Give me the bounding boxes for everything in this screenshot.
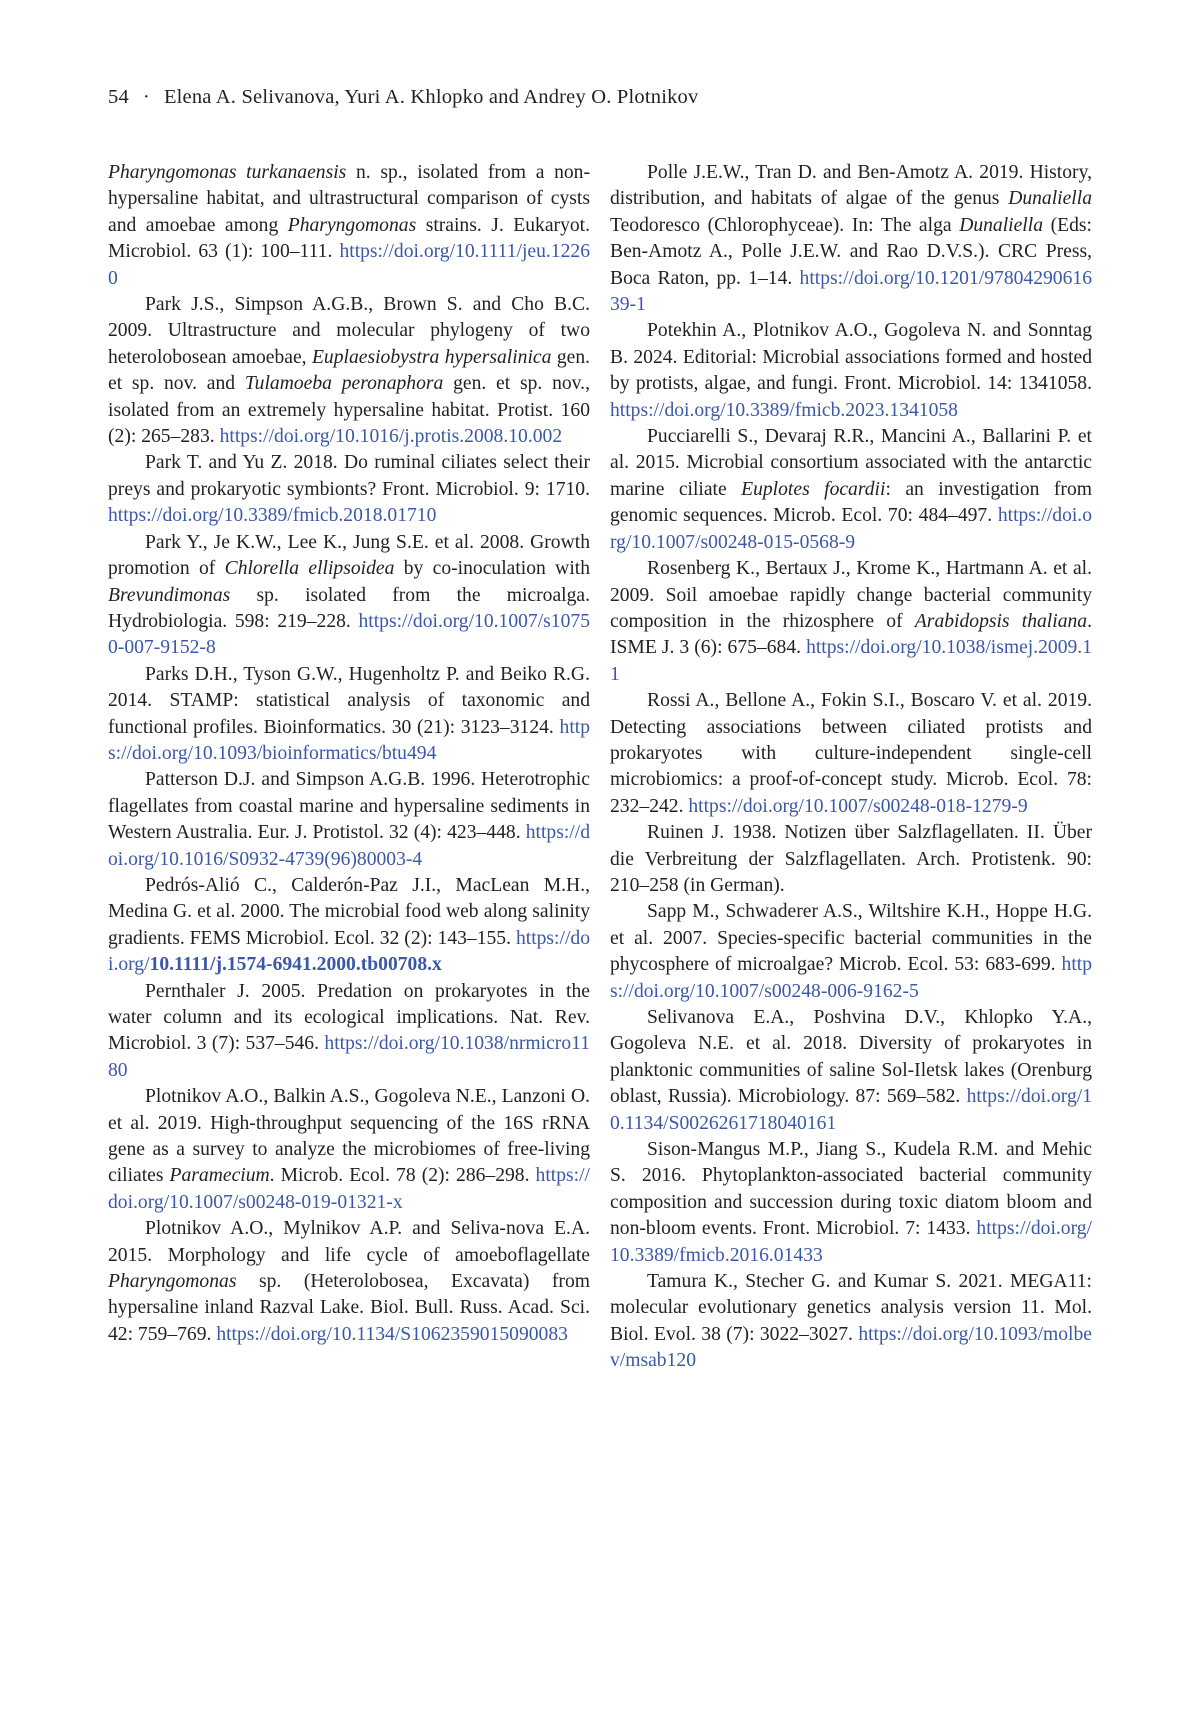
- reference-text: Potekhin A., Plotnikov A.O., Gogoleva N. and Sonntag B. 2024. Editorial: Microbial associations formed and hosted by protists, algae, and fungi. Front. Microbiol. 14: 1341058.: [610, 320, 1092, 394]
- doi-link[interactable]: https://doi.org/10.3389/fmicb.2023.1341058: [610, 400, 958, 421]
- header-authors: Elena A. Selivanova, Yuri A. Khlopko and Andrey O. Plotnikov: [164, 86, 699, 108]
- italic-taxon-name: Pharyngomonas: [108, 1271, 236, 1292]
- italic-taxon-name: Pharyngomonas: [288, 215, 416, 236]
- reference-text: sp. isolated from the microalga. Hydrobiologia. 598: 219–228.: [108, 585, 590, 632]
- reference-text: Tamura K., Stecher G. and Kumar S. 2021. MEGA11: molecular evolutionary genetics analysis version 11. Mol. Biol. Evol. 38 (7): 3022–3027.: [610, 1271, 1092, 1345]
- reference-text: Polle J.E.W., Tran D. and Ben-Amotz A. 2019. History, distribution, and habitats of algae of the genus: [610, 162, 1092, 209]
- reference-text: Rosenberg K., Bertaux J., Krome K., Hartmann A. et al. 2009. Soil amoebae rapidly change bacterial community composition in the rhizosphere of: [610, 558, 1092, 632]
- doi-link[interactable]: https://doi.org/10.1093/molbev/msab120: [610, 1324, 1092, 1371]
- reference-text: Plotnikov A.O., Balkin A.S., Gogoleva N.E., Lanzoni O. et al. 2019. High-throughput sequencing of the 16S rRNA gene as a survey to analyze the microbiomes of free-living ciliates: [108, 1086, 590, 1186]
- reference-text: Pernthaler J. 2005. Predation on prokaryotes in the water column and its ecological implications. Nat. Rev. Microbiol. 3 (7): 537–546.: [108, 981, 590, 1055]
- reference-text: sp. (Heterolobosea, Excavata) from hypersaline inland Razval Lake. Biol. Bull. Russ. Acad. Sci. 42: 759–769.: [108, 1271, 590, 1345]
- doi-link[interactable]: https://doi.org/: [108, 928, 590, 975]
- reference-entry: [108, 873, 590, 979]
- reference-text: Pedrós-Alió C., Calderón-Paz J.I., MacLean M.H., Medina G. et al. 2000. The microbial food web along salinity gradients. FEMS Microbiol. Ecol. 32 (2): 143–155.: [108, 875, 590, 949]
- header-separator: ·: [143, 86, 150, 108]
- doi-link[interactable]: https://doi.org/10.3389/fmicb.2016.01433: [610, 1218, 1092, 1265]
- doi-link[interactable]: https://doi.org/10.3389/fmicb.2018.01710: [108, 505, 436, 526]
- doi-link[interactable]: https://doi.org/10.1134/S1062359015090083: [216, 1324, 568, 1345]
- doi-link[interactable]: https://doi.org/10.1038/ismej.2009.11: [610, 637, 1092, 684]
- italic-taxon-name: Paramecium: [170, 1165, 270, 1186]
- reference-text: (Eds: Ben-Amotz A., Polle J.E.W. and Rao D.V.S.). CRC Press, Boca Raton, pp. 1–14.: [610, 215, 1092, 289]
- doi-link[interactable]: https://doi.org/10.1007/s00248-015-0568-9: [610, 505, 1092, 552]
- reference-entry: [610, 1269, 1092, 1375]
- reference-entry: [610, 1005, 1092, 1137]
- doi-link[interactable]: https://doi.org/10.1201/9780429061639-1: [610, 268, 1092, 315]
- reference-text: Patterson D.J. and Simpson A.G.B. 1996. Heterotrophic flagellates from coastal marine and hypersaline sediments in Western Australia. Eur. J. Protistol. 32 (4): 423–448.: [108, 769, 590, 843]
- reference-text: Selivanova E.A., Poshvina D.V., Khlopko Y.A., Gogoleva N.E. et al. 2018. Diversity of prokaryotes in planktonic communities of saline Sol-Iletsk lakes (Orenburg oblast, Russia). Microbiology. 87: 569–582.: [610, 1007, 1092, 1107]
- doi-link[interactable]: 10.1111/j.1574-6941.2000.tb00708.x: [150, 954, 442, 975]
- reference-entry: [108, 662, 590, 768]
- italic-taxon-name: Pharyngomonas turkanaensis: [108, 162, 346, 183]
- doi-link[interactable]: https://doi.org/10.1093/bioinformatics/btu494: [108, 717, 590, 764]
- references-left-column: [108, 160, 590, 1348]
- italic-taxon-name: Tulamoeba peronaphora: [245, 373, 443, 394]
- doi-link[interactable]: https://doi.org/10.1007/s10750-007-9152-8: [108, 611, 590, 658]
- reference-entry: [108, 292, 590, 450]
- reference-text: Plotnikov A.O., Mylnikov A.P. and Seliva-nova E.A. 2015. Morphology and life cycle of amoeboflagellate: [108, 1218, 590, 1265]
- doi-link[interactable]: https://doi.org/10.1016/j.protis.2008.10.002: [220, 426, 563, 447]
- doi-link[interactable]: https://doi.org/10.1134/S0026261718040161: [610, 1086, 1092, 1133]
- references-right-column: [610, 160, 1092, 1375]
- reference-text: Teodoresco (Chlorophyceae). In: The alga: [610, 215, 959, 236]
- reference-entry: [108, 530, 590, 662]
- page-number: 54: [108, 86, 129, 108]
- reference-entry: [108, 767, 590, 873]
- doi-link[interactable]: https://doi.org/10.1007/s00248-018-1279-9: [688, 796, 1027, 817]
- reference-text: n. sp., isolated from a non-hypersaline habitat, and ultrastructural comparison of cysts and amoebae among: [108, 162, 590, 236]
- italic-taxon-name: Euplaesiobystra hypersalinica: [312, 347, 551, 368]
- reference-text: Ruinen J. 1938. Notizen über Salzflagellaten. II. Über die Verbreitung der Salzflagellaten. Arch. Protistenk. 90: 210–258 (in German).: [610, 822, 1092, 896]
- reference-entry: [610, 1137, 1092, 1269]
- italic-taxon-name: Dunaliella: [959, 215, 1043, 236]
- reference-entry: [610, 688, 1092, 820]
- reference-entry: [610, 820, 1092, 899]
- reference-text: Park J.S., Simpson A.G.B., Brown S. and Cho B.C. 2009. Ultrastructure and molecular phylogeny of two heterolobosean amoebae,: [108, 294, 590, 368]
- reference-text: Parks D.H., Tyson G.W., Hugenholtz P. and Beiko R.G. 2014. STAMP: statistical analysis of taxonomic and functional profiles. Bioinformatics. 30 (21): 3123–3124.: [108, 664, 590, 738]
- italic-taxon-name: Dunaliella: [1008, 188, 1092, 209]
- running-header: [108, 86, 698, 109]
- reference-text: Rossi A., Bellone A., Fokin S.I., Boscaro V. et al. 2019. Detecting associations between ciliated protists and prokaryotes with culture-independent single-cell microbiomics: a proof-of-concept study. Microb. Ecol. 78: 232–242.: [610, 690, 1092, 817]
- doi-link[interactable]: https://doi.org/10.1016/S0932-4739(96)80003-4: [108, 822, 590, 869]
- reference-text: Sison-Mangus M.P., Jiang S., Kudela R.M. and Mehic S. 2016. Phytoplankton-associated bacterial community composition and succession during toxic diatom bloom and non-bloom events. Front. Microbiol. 7: 1433.: [610, 1139, 1092, 1239]
- page: [0, 0, 1200, 1710]
- reference-entry: [610, 160, 1092, 318]
- reference-text: : an investigation from genomic sequences. Microb. Ecol. 70: 484–497.: [610, 479, 1092, 526]
- reference-text: . ISME J. 3 (6): 675–684.: [610, 611, 1092, 658]
- doi-link[interactable]: https://doi.org/10.1007/s00248-006-9162-5: [610, 954, 1092, 1001]
- italic-taxon-name: Arabidopsis thaliana: [915, 611, 1087, 632]
- reference-entry: [108, 1216, 590, 1348]
- doi-link[interactable]: https://doi.org/10.1038/nrmicro1180: [108, 1033, 590, 1080]
- doi-link[interactable]: https://doi.org/10.1007/s00248-019-01321-x: [108, 1165, 590, 1212]
- reference-entry: [108, 1084, 590, 1216]
- reference-text: . Microb. Ecol. 78 (2): 286–298.: [270, 1165, 536, 1186]
- reference-entry: [610, 318, 1092, 424]
- reference-entry: [610, 424, 1092, 556]
- reference-text: strains. J. Eukaryot. Microbiol. 63 (1): 100–111.: [108, 215, 590, 262]
- italic-taxon-name: Chlorella ellipsoidea: [225, 558, 395, 579]
- reference-text: by co-inoculation with: [394, 558, 590, 579]
- reference-text: gen. et sp. nov. and: [108, 347, 590, 394]
- italic-taxon-name: Brevundimonas: [108, 585, 230, 606]
- reference-text: Park Y., Je K.W., Lee K., Jung S.E. et al. 2008. Growth promotion of: [108, 532, 590, 579]
- reference-text: gen. et sp. nov., isolated from an extremely hypersaline habitat. Protist. 160 (2): 265–283.: [108, 373, 590, 447]
- reference-text: Pucciarelli S., Devaraj R.R., Mancini A., Ballarini P. et al. 2015. Microbial consortium associated with the antarctic marine ciliate: [610, 426, 1092, 500]
- doi-link[interactable]: https://doi.org/10.1111/jeu.12260: [108, 241, 590, 288]
- reference-entry: [610, 556, 1092, 688]
- reference-text: Park T. and Yu Z. 2018. Do ruminal ciliates select their preys and prokaryotic symbionts? Front. Microbiol. 9: 1710.: [108, 452, 590, 499]
- reference-entry: [108, 979, 590, 1085]
- reference-text: Sapp M., Schwaderer A.S., Wiltshire K.H., Hoppe H.G. et al. 2007. Species-specific bacterial communities in the phycosphere of microalgae? Microb. Ecol. 53: 683-699.: [610, 901, 1092, 975]
- reference-entry: [108, 450, 590, 529]
- reference-entry: [610, 899, 1092, 1005]
- italic-taxon-name: Euplotes focardii: [741, 479, 885, 500]
- reference-entry-continued: [108, 160, 590, 292]
